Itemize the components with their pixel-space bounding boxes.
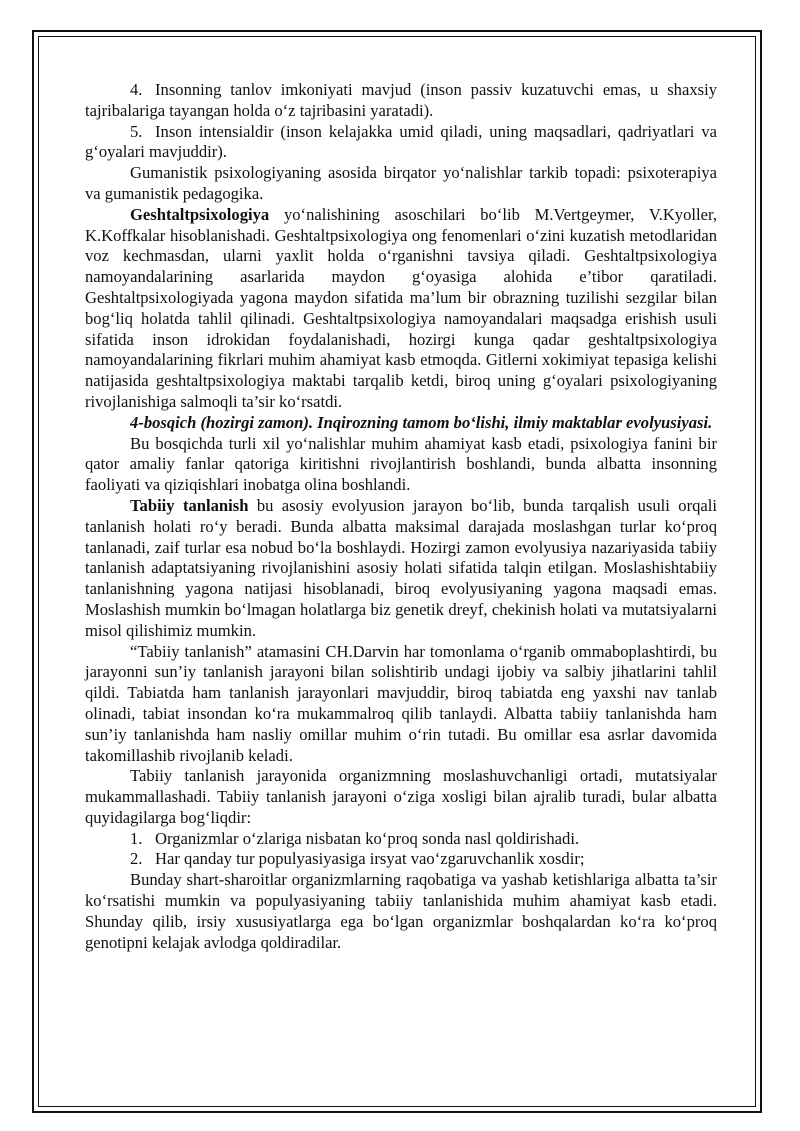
list-text: Organizmlar o‘zlariga nisbatan ko‘proq sonda nasl qoldirishadi. <box>155 828 580 848</box>
paragraph-text: bu asosiy evolyusion jarayon bo‘lib, bunda tarqalish usuli orqali tanlanish holati ro‘y beradi. Bunda albatta maksimal darajada moslashgan turlar ko‘proq tanlanadi, zaif turlar esa nobud bo‘la boshlaydi. Hozirgi zamon evolyusiya nazariyasida tabiiy tanlanish adaptatsiyaning rivojlanishini asosiy holati sifatida talqin etilgan. Moslashishtabiiy tanlanishning yagona natijasi hisoblanadi, biroq evolyusiyaning yagona maqsadi emas. Moslashish mumkin bo‘lmagan holatlarga biz genetik dreyf, chekinish holati va mutatsiyalarni misol qilishimiz mumkin. <box>85 495 717 640</box>
list-number: 2. <box>130 849 143 869</box>
list-text: Insonning tanlov imkoniyati mavjud (inson passiv kuzatuvchi emas, u shaxsiy tajribalariga tayangan holda o‘z tajribasini yaratadi). <box>85 80 717 120</box>
term-tabiiy-tanlanish: Tabiiy tanlanish <box>130 495 249 515</box>
document-body <box>85 80 717 953</box>
list-item-1 <box>85 829 717 850</box>
list-text: Inson intensialdir (inson kelajakka umid qiladi, uning maqsadlari, qadriyatlari va g‘oyalari mavjuddir). <box>85 121 717 162</box>
list-text: Har qanday tur populyasiyasiga irsyat vao‘zgaruvchanlik xosdir; <box>155 849 585 869</box>
paragraph-bunday: Bunday shart-sharoitlar organizmlarning raqobatiga va yashab ketishlariga albatta ta’sir ko‘rsatishi mumkin va populyasiyaning tabiiy tanlanishida muhim ahamiyat kasb etadi. Shunday qilib, irsiy xususiyatlarga ega bo‘lgan organizmlar boshqalardan ko‘ra ko‘proq genotipni kelajak avlodga qoldiradilar. <box>85 870 717 952</box>
paragraph-tabiiy-tanlanish <box>85 496 717 642</box>
list-item-5 <box>85 122 717 164</box>
paragraph-bosqich: Bu bosqichda turli xil yo‘nalishlar muhim ahamiyat kasb etadi, psixologiya fanini bir qator amaliy fanlar qatoriga kiritishni rivojlantirish boshlandi, bunda albatta insonning faoliyati va qiziqishlari inobatga olina boshlandi. <box>85 433 717 495</box>
paragraph-text: yo‘nalishining asoschilari bo‘lib M.Vertgeymer, V.Kyoller, K.Koffkalar hisoblanishadi. Geshtaltpsixologiya ong fenomenlari o‘zini kuzatish metodlaridan voz kechmasdan, ularni yaxlit holda o‘rganishni tavsiya qiladi. Geshtaltpsixologiya namoyandalarining asarlarida maydon g‘oyasiga alohida e’tibor qaratiladi. Geshtaltpsixologiyada yagona maydon sifatida ma’lum bir obrazning tuzilishi sezgilar bilan bog‘liq holatda tahlil qilinadi. Geshtaltpsixologiya namoyandalari maqsadga erishish usuli sifatida inson idrokidan foydalanishadi, hozirgi kunga qadar geshtaltpsixologiya namoyandalarining fikrlari muhim ahamiyat kasb etmoqda. Gitlerni xokimiyat tepasiga kelishi natijasida geshtaltpsixologiya maktabi tarqalib ketdi, biroq uning g‘oyalari psixologiyaning rivojlanishiga salmoqli ta’sir ko‘rsatdi. <box>85 204 717 411</box>
section-heading-stage-4: 4-bosqich (hozirgi zamon). Inqirozning tamom bo‘lishi, ilmiy maktablar evolyusiyasi. <box>130 412 713 432</box>
list-item-2 <box>85 849 717 870</box>
paragraph-gumanistik: Gumanistik psixologiyaning asosida birqator yo‘nalishlar tarkib topadi: psixoterapiya va gumanistik pedagogika. <box>85 163 717 203</box>
list-item-4 <box>85 80 717 122</box>
paragraph-organizm: Tabiiy tanlanish jarayonida organizmning moslashuvchanligi ortadi, mutatsiyalar mukammallashadi. Tabiiy tanlanish jarayoni o‘ziga xosligi bilan ajralib turadi, bular albatta quyidagilarga bog‘liqdir: <box>85 766 717 827</box>
term-geshtaltpsixologiya: Geshtaltpsixologiya <box>130 204 270 224</box>
paragraph-darvin: “Tabiiy tanlanish” atamasini CH.Darvin har tomonlama o‘rganib ommaboplashtirdi, bu jarayonni sun’iy tanlanish jarayoni bilan solishtirib undagi ijobiy va salbiy jihatlarini tahlil qildi. Tabiatda ham tanlanish jarayonlari mavjuddir, biroq tabiatda eng yaxshi nav tanlab olinadi, tabiat insondan ko‘ra mukammalroq qilib tanlaydi. Albatta tabiiy tanlanishda ham sun’iy tanlanishda ham nasliy omillar muhim o‘rin tutadi. Bu omillar esa asrlar davomida takomillashib rivojlanib keladi. <box>85 641 717 765</box>
list-number: 5. <box>130 121 143 141</box>
list-number: 1. <box>130 828 143 848</box>
paragraph-geshtalt <box>85 205 717 413</box>
list-number: 4. <box>130 80 143 99</box>
